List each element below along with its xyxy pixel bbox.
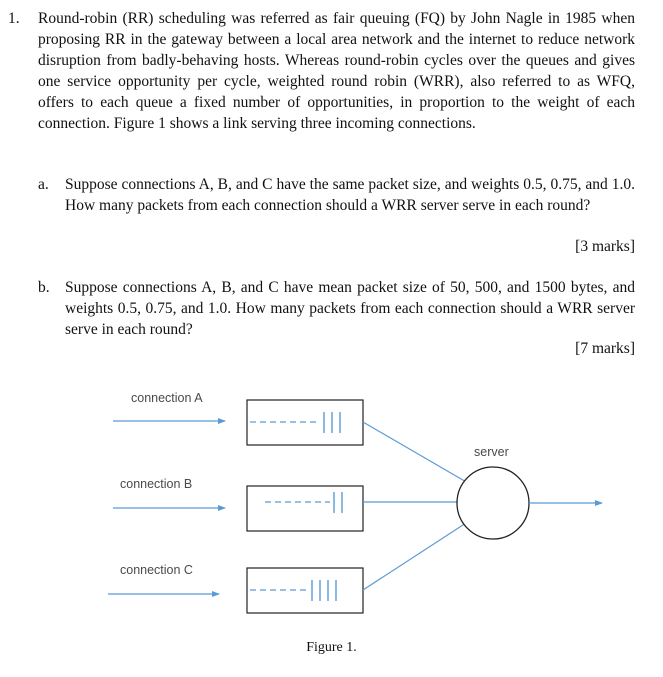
question-part-a [38, 174, 635, 260]
server-circle [457, 467, 529, 539]
network-diagram [0, 380, 663, 677]
queue-c-to-server-line [363, 523, 466, 590]
question-part-b [38, 277, 635, 363]
server-label: server [474, 445, 509, 459]
part-b-marks: [7 marks] [575, 340, 635, 357]
queue-a-to-server-line [363, 422, 468, 483]
question-number: 1. [8, 10, 20, 27]
connection-a-label: connection A [131, 391, 203, 405]
part-a-text: Suppose connections A, B, and C have the same packet size, and weights 0.5, 0.75, and 1.0. How many packets from each connection should a WRR server serve in each round? [65, 176, 635, 214]
part-a-letter: a. [38, 176, 49, 193]
connection-b-label: connection B [120, 477, 193, 491]
part-b-text: Suppose connections A, B, and C have mean packet size of 50, 500, and 1500 bytes, and weights 0.5, 0.75, and 1.0. How many packets from each connection should a WRR server serve in each round? [65, 279, 635, 338]
part-a-marks: [3 marks] [575, 238, 635, 255]
figure-caption: Figure 1. [306, 640, 357, 655]
figure-wrr-diagram [0, 380, 663, 677]
queue-b-box [247, 486, 363, 531]
connection-c-label: connection C [120, 563, 193, 577]
question-intro: Round-robin (RR) scheduling was referred as fair queuing (FQ) by John Nagle in 1985 when proposing RR in the gateway between a local area network and the internet to reduce network disruption from badly-behaving hosts. Whereas round-robin cycles over the queues and gives one service opportunity per cycle, weighted round robin (WRR), also referred to as WFQ, offers to each queue a fixed number of opportunities, in proportion to the weight of each connection. Figure 1 shows a link serving three incoming connections. [38, 10, 635, 132]
part-b-letter: b. [38, 279, 50, 296]
